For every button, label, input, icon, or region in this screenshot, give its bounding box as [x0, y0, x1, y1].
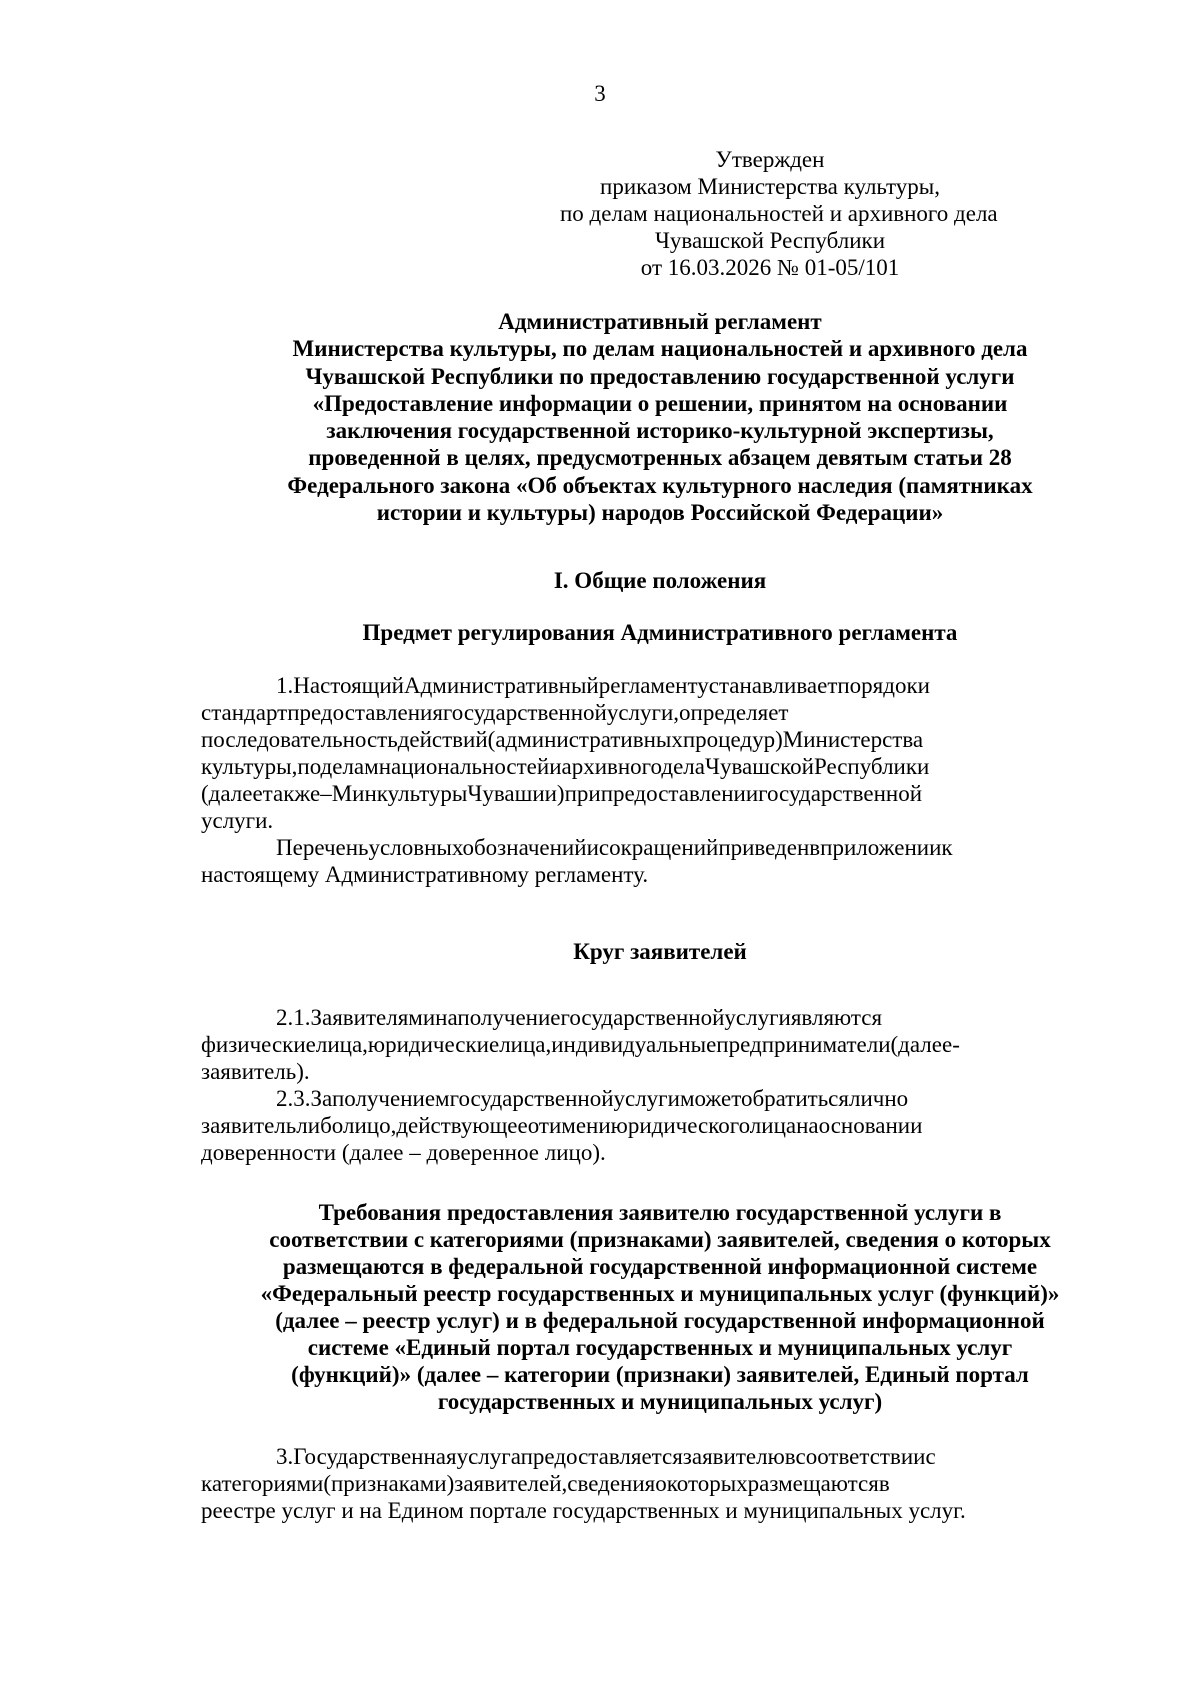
- word: лицо,: [342, 1113, 397, 1138]
- subheading-text: Предмет регулирования Административного регламента: [362, 620, 958, 645]
- word: предоставляется: [520, 1444, 683, 1469]
- word: заявителю: [682, 1444, 785, 1469]
- text-line: [201, 726, 1119, 753]
- word: Чувашской: [705, 754, 814, 779]
- word: юридического: [610, 1113, 750, 1138]
- word: о: [655, 1471, 667, 1496]
- heading-line: (далее – реестр услуг) и в федеральной государственной информационной: [275, 1308, 1045, 1333]
- word: в: [784, 1444, 796, 1469]
- title-line: проведенной в целях, предусмотренных абзацем девятым статьи 28: [308, 445, 1012, 471]
- word: по: [297, 754, 321, 779]
- word: которых: [666, 1471, 748, 1496]
- heading-line: Требования предоставления заявителю государственной услуги в: [318, 1200, 1002, 1225]
- text-line: [201, 1031, 1119, 1058]
- word: услуги: [724, 1005, 791, 1030]
- word: определяет: [679, 700, 789, 725]
- word: соответствии: [795, 1444, 926, 1469]
- word: имени: [548, 1113, 611, 1138]
- word: стандарт: [201, 700, 288, 725]
- word: Республики: [813, 754, 930, 779]
- title-line: «Предоставление информации о решении, принятом на основании: [312, 390, 1008, 416]
- word: может: [679, 1086, 741, 1111]
- approval-line: приказом Министерства культуры,: [600, 174, 940, 199]
- word: при: [564, 781, 601, 806]
- title-line: Административный регламент: [498, 309, 822, 334]
- title-line: Федерального закона «Об объектах культурного наследия (памятниках: [287, 472, 1033, 498]
- word: приложении: [820, 835, 942, 860]
- title-line: Чувашской Республики по предоставлению государственной услуги: [305, 363, 1015, 389]
- word: приведен: [718, 835, 810, 860]
- word: 3.: [276, 1444, 294, 1469]
- word: культуры,: [201, 754, 298, 779]
- word: Министерства: [782, 727, 924, 752]
- word: предприниматели: [716, 1032, 891, 1057]
- word: предоставления: [287, 700, 443, 725]
- word: государственной: [442, 700, 607, 725]
- word: лица,: [315, 1032, 368, 1057]
- heading-line: размещаются в федеральной государственной информационной системе: [282, 1254, 1038, 1279]
- approval-line: Чувашской Республики: [654, 228, 886, 253]
- approval-line: от 16.03.2026 № 01-05/101: [640, 255, 900, 280]
- word: национальностей: [378, 754, 550, 779]
- word: Заявителями: [310, 1005, 436, 1030]
- text-line: [201, 1085, 1119, 1112]
- word: Минкультуры: [331, 781, 468, 806]
- section-heading-applicants: [201, 938, 1119, 965]
- paragraph-2: [201, 1004, 1119, 1166]
- word: категориями: [201, 1471, 324, 1496]
- section-heading-text: Круг заявителей: [573, 939, 747, 964]
- text-line: [201, 1443, 1119, 1470]
- text-line: [201, 780, 1119, 807]
- section-heading-requirements: [201, 1199, 1119, 1415]
- word: (признаками): [323, 1471, 455, 1496]
- word: 2.1.: [276, 1005, 311, 1030]
- word: процедур): [682, 727, 783, 752]
- word: Перечень: [276, 835, 369, 860]
- word: заявитель: [201, 1113, 297, 1138]
- document-title: [201, 308, 1119, 526]
- heading-line: системе «Единый портал государственных и муниципальных услуг: [307, 1335, 1013, 1360]
- approval-line: Утвержден: [715, 147, 825, 172]
- word: За: [310, 1086, 332, 1111]
- word: физические: [201, 1032, 316, 1057]
- section-heading-general: [201, 567, 1119, 594]
- word: сведения: [567, 1471, 656, 1496]
- title-line: заключения государственной историко-культурной экспертизы,: [326, 418, 994, 444]
- word: делам: [320, 754, 379, 779]
- word: (далее: [890, 1032, 953, 1057]
- approval-line: по делам национальностей и архивного дела: [560, 201, 998, 226]
- word: услуги: [613, 1086, 680, 1111]
- word: и: [586, 835, 599, 860]
- subheading-subject: [201, 619, 1119, 646]
- page-number: 3: [594, 81, 606, 106]
- word: действий: [397, 727, 488, 752]
- word: индивидуальные: [551, 1032, 717, 1057]
- title-line: Министерства культуры, по делам национальностей и архивного дела: [292, 336, 1028, 362]
- word: к: [941, 835, 953, 860]
- word: в: [878, 1471, 890, 1496]
- word: Настоящий: [293, 673, 404, 698]
- word: (далее: [201, 781, 263, 806]
- word: государственной: [758, 781, 923, 806]
- text-line: заявитель).: [201, 1059, 310, 1084]
- text-line: услуги.: [201, 808, 274, 833]
- heading-line: государственных и муниципальных услуг): [437, 1389, 883, 1414]
- word: предоставлении: [600, 781, 759, 806]
- text-line: [201, 834, 1119, 861]
- text-line: реестре услуг и на Едином портале государственных и муниципальных услуг.: [201, 1498, 966, 1523]
- word: (административных: [487, 727, 683, 752]
- heading-line: «Федеральный реестр государственных и муниципальных услуг (функций)»: [260, 1281, 1060, 1306]
- paragraph-3: [201, 1443, 1119, 1524]
- word: в: [809, 835, 821, 860]
- text-line: доверенности (далее – доверенное лицо).: [201, 1140, 606, 1165]
- word: заявителей,: [454, 1471, 568, 1496]
- word: услуга: [456, 1444, 521, 1469]
- word: устанавливает: [697, 673, 838, 698]
- word: также: [262, 781, 321, 806]
- word: условных: [368, 835, 463, 860]
- title-line: истории и культуры) народов Российской Федерации»: [376, 500, 944, 526]
- text-line: [201, 672, 1119, 699]
- word: государственной: [449, 1086, 614, 1111]
- word: юридические: [367, 1032, 500, 1057]
- word: 1.: [276, 673, 294, 698]
- word: порядок: [837, 673, 918, 698]
- word: -: [952, 1032, 960, 1057]
- word: являются: [790, 1005, 883, 1030]
- word: либо: [296, 1113, 343, 1138]
- word: лица: [749, 1113, 797, 1138]
- word: обозначений: [462, 835, 587, 860]
- text-line: [201, 699, 1119, 726]
- text-line: [201, 753, 1119, 780]
- word: услуги,: [606, 700, 680, 725]
- word: обратиться: [740, 1086, 849, 1111]
- word: последовательность: [201, 727, 398, 752]
- word: –: [320, 781, 332, 806]
- word: с: [925, 1444, 936, 1469]
- word: от: [527, 1113, 549, 1138]
- word: сокращений: [598, 835, 719, 860]
- paragraph-1: [201, 672, 1119, 888]
- word: на: [435, 1005, 458, 1030]
- approval-stamp: [560, 146, 998, 281]
- heading-line: (функций)» (далее – категории (признаки) заявителей, Единый портал: [291, 1362, 1029, 1387]
- word: дела: [661, 754, 705, 779]
- word: лично: [848, 1086, 909, 1111]
- word: получением: [331, 1086, 450, 1111]
- text-line: настоящему Административному регламенту.: [201, 862, 649, 887]
- word: действующее: [396, 1113, 528, 1138]
- word: получение: [457, 1005, 561, 1030]
- word: Государственная: [293, 1444, 457, 1469]
- text-line: [201, 1112, 1119, 1139]
- section-heading-text: I. Общие положения: [553, 568, 767, 593]
- word: 2.3.: [276, 1086, 311, 1111]
- word: Административный: [404, 673, 599, 698]
- word: и: [549, 754, 562, 779]
- word: Чувашии): [467, 781, 565, 806]
- heading-line: соответствии с категориями (признаками) заявителей, сведения о которых: [269, 1227, 1051, 1252]
- word: на: [796, 1113, 819, 1138]
- word: лица,: [499, 1032, 552, 1057]
- text-line: [201, 1004, 1119, 1031]
- word: регламент: [598, 673, 698, 698]
- word: и: [917, 673, 930, 698]
- word: основании: [818, 1113, 923, 1138]
- word: государственной: [560, 1005, 725, 1030]
- word: размещаются: [747, 1471, 879, 1496]
- word: архивного: [561, 754, 662, 779]
- text-line: [201, 1470, 1119, 1497]
